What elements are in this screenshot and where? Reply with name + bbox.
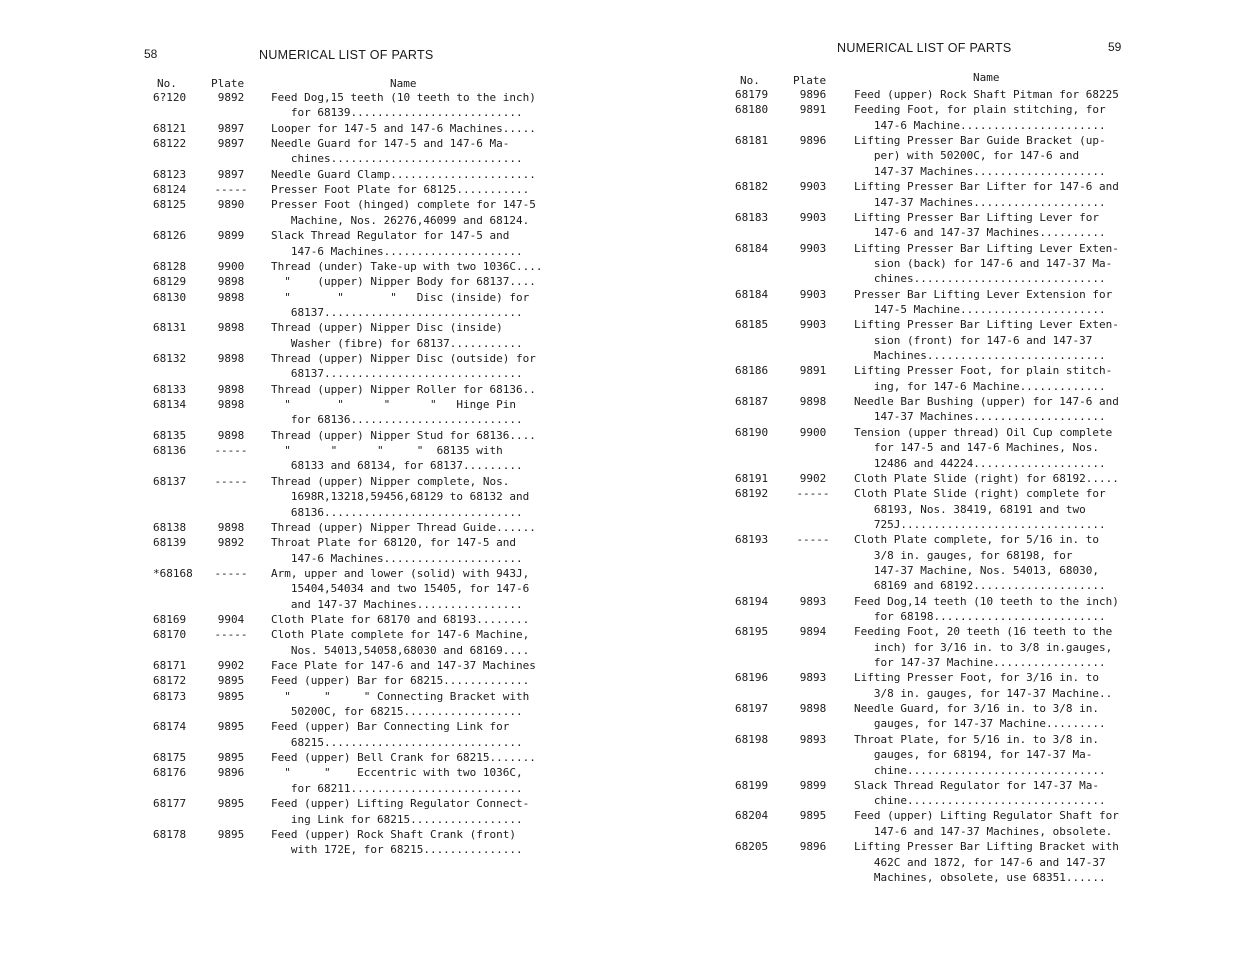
part-name-line: 147-6 Machines.....................: [271, 244, 523, 258]
part-name-line: Tension (upper thread) Oil Cup complete: [854, 425, 1113, 439]
part-name-line: Needle Guard for 147-5 and 147-6 Ma-: [271, 137, 510, 151]
part-name: [271, 535, 523, 566]
part-name: [854, 363, 1112, 394]
part-name: [271, 167, 536, 182]
part-name-line: 147-5 Machine......................: [854, 302, 1106, 316]
part-name-line: sion (back) for 147-6 and 147-37 Ma-: [854, 256, 1113, 270]
plate-number: 9895: [217, 720, 245, 734]
part-name-line: Cloth Plate for 68170 and 68193........: [271, 612, 530, 626]
plate-number: 9894: [799, 625, 827, 639]
part-number: 68197: [735, 702, 769, 715]
part-name-line: gauges, for 147-37 Machine.........: [854, 717, 1106, 731]
part-number: 68185: [735, 318, 769, 332]
plate-number: 9898: [217, 351, 245, 365]
plate-number: 9898: [217, 321, 245, 335]
part-name-line: 68215..............................: [271, 735, 523, 749]
plate-number: 9895: [217, 689, 245, 703]
part-number: 68123: [153, 167, 187, 181]
part-number: 68137: [153, 474, 187, 488]
part-name: [854, 624, 1112, 670]
part-name: [271, 136, 523, 167]
part-name-line: Feeding Foot, 20 teeth (16 teeth to the: [854, 625, 1113, 639]
plate-number: 9898: [217, 398, 245, 411]
part-name-line: Feed Dog,15 teeth (10 teeth to the inch): [271, 91, 536, 104]
part-name-line: 68137..............................: [271, 367, 523, 381]
part-number: 68125: [153, 198, 187, 212]
part-number: 68198: [735, 732, 769, 746]
part-name-line: Feed (upper) Bar Connecting Link for: [271, 720, 510, 734]
part-name-line: Feed (upper) Lifting Regulator Connect-: [271, 797, 530, 811]
part-number: 68173: [153, 689, 187, 703]
part-number: 68136: [153, 444, 187, 458]
part-number: 68191: [735, 471, 769, 485]
part-number: 68126: [153, 229, 187, 243]
part-name-line: chine..............................: [854, 794, 1106, 808]
part-name-line: Lifting Presser Bar Lifting Lever Exten-: [854, 241, 1119, 255]
part-name-line: Cloth Plate complete for 147-6 Machine,: [271, 628, 530, 642]
part-number: 68139: [153, 536, 187, 550]
plate-number: 9903: [799, 241, 827, 255]
part-name-line: 147-37 Machine, Nos. 54013, 68030,: [854, 563, 1100, 577]
part-number: 68132: [153, 351, 187, 365]
part-name-line: Presser Foot (hinged) complete for 147-5: [271, 198, 536, 212]
part-name-line: 147-6 Machines.....................: [271, 551, 523, 565]
part-number: 68181: [735, 134, 769, 148]
part-number: 68135: [153, 428, 187, 442]
part-name: [854, 701, 1106, 732]
plate-number: 9900: [217, 259, 245, 273]
part-number: 68187: [735, 395, 769, 408]
part-name: [271, 566, 529, 612]
part-name: [854, 394, 1119, 425]
part-name-line: Thread (upper) Nipper Thread Guide......: [271, 520, 536, 534]
part-name: [271, 796, 529, 827]
part-number: 68174: [153, 720, 187, 734]
part-number: 68133: [153, 382, 187, 396]
part-name: [271, 443, 523, 474]
part-number: 68182: [735, 180, 769, 194]
part-name-line: with 172E, for 68215...............: [271, 843, 523, 857]
part-name-line: 12486 and 44224....................: [854, 456, 1106, 470]
part-name-line: Face Plate for 147-6 and 147-37 Machines: [271, 658, 536, 672]
part-name: [271, 673, 529, 688]
part-number: 68169: [153, 612, 187, 626]
page-number: 59: [1108, 40, 1122, 54]
part-number: 68129: [153, 275, 187, 289]
part-number: 68177: [153, 797, 187, 811]
part-name-line: 725J...............................: [854, 517, 1106, 531]
part-name-line: Thread (upper) Nipper complete, Nos.: [271, 474, 510, 488]
part-name-line: Feed Dog,14 teeth (10 teeth to the inch): [854, 594, 1119, 608]
part-number: 68130: [153, 290, 187, 304]
part-name: [271, 750, 536, 765]
page-number: 58: [144, 47, 158, 61]
part-name-line: Slack Thread Regulator for 147-37 Ma-: [854, 778, 1100, 792]
part-name: [271, 290, 529, 321]
column-header-no: No.: [157, 77, 177, 90]
part-name: [271, 658, 536, 673]
plate-number: 9896: [799, 134, 827, 148]
part-name-line: " (upper) Nipper Body for 68137....: [271, 275, 536, 289]
part-name-line: and 147-37 Machines................: [271, 597, 523, 611]
part-name-line: Thread (upper) Nipper Stud for 68136....: [271, 428, 536, 442]
part-name: [271, 689, 529, 720]
part-name: [271, 612, 529, 627]
plate-number: 9897: [217, 137, 245, 151]
part-number: 6?120: [153, 91, 187, 104]
part-name-line: Cloth Plate Slide (right) for 68192.....: [854, 471, 1119, 485]
plate-number: 9904: [217, 612, 245, 626]
part-name: [854, 732, 1106, 778]
part-name-line: Needle Bar Bushing (upper) for 147-6 and: [854, 395, 1119, 408]
part-name: [854, 594, 1119, 625]
part-name-line: chine..............................: [854, 763, 1106, 777]
part-name-line: for 147-37 Machine.................: [854, 656, 1106, 670]
part-name-line: Lifting Presser Bar Guide Bracket (up-: [854, 134, 1106, 148]
part-name-line: 68136..............................: [271, 505, 523, 519]
part-name: [271, 121, 536, 136]
plate-number: 9898: [217, 290, 245, 304]
part-name: [854, 317, 1119, 363]
plate-number: 9903: [799, 287, 827, 301]
plate-number: 9899: [799, 778, 827, 792]
part-name-line: Needle Guard Clamp......................: [271, 167, 536, 181]
part-name-line: 462C and 1872, for 147-6 and 147-37: [854, 855, 1106, 869]
part-name-line: Needle Guard, for 3/16 in. to 3/8 in.: [854, 702, 1100, 715]
part-name-line: Lifting Presser Foot, for plain stitch-: [854, 364, 1113, 378]
part-name-line: for 147-5 and 147-6 Machines, Nos.: [854, 441, 1100, 455]
plate-number: -----: [796, 487, 830, 501]
part-name-line: 1698R,13218,59456,68129 to 68132 and: [271, 490, 530, 504]
part-name-line: 147-37 Machines....................: [854, 164, 1106, 178]
part-name: [271, 320, 523, 351]
plate-number: -----: [214, 444, 248, 458]
part-number: 68178: [153, 827, 187, 841]
part-number: 68183: [735, 210, 769, 224]
part-name-line: " " " Connecting Bracket with: [271, 689, 530, 703]
page-title: NUMERICAL LIST OF PARTS: [837, 41, 1012, 55]
part-name-line: Feeding Foot, for plain stitching, for: [854, 103, 1106, 117]
part-name: [271, 627, 529, 658]
part-name: [271, 382, 536, 397]
part-name-line: Feed (upper) Lifting Regulator Shaft for: [854, 809, 1119, 823]
column-header-no: No.: [740, 74, 760, 87]
part-name: [271, 228, 523, 259]
part-name-line: 3/8 in. gauges, for 68198, for: [854, 548, 1073, 562]
part-name-line: " " " Disc (inside) for: [271, 290, 530, 304]
part-name-line: ing Link for 68215.................: [271, 812, 523, 826]
part-name: [271, 719, 523, 750]
part-name-line: 147-6 and 147-37 Machines, obsolete.: [854, 824, 1113, 838]
part-name-line: 68137..............................: [271, 305, 523, 319]
part-name-line: 147-6 and 147-37 Machines..........: [854, 226, 1106, 240]
part-number: 68170: [153, 628, 187, 642]
column-header-plate: Plate: [793, 74, 827, 87]
part-name-line: 147-37 Machines....................: [854, 410, 1106, 424]
part-name-line: 68133 and 68134, for 68137.........: [271, 459, 523, 473]
part-name: [854, 241, 1119, 287]
part-name-line: Machines...........................: [854, 349, 1106, 363]
part-name: [854, 532, 1106, 594]
part-name: [854, 486, 1106, 532]
part-name-line: Thread (upper) Nipper Disc (inside): [271, 321, 503, 335]
plate-number: 9898: [217, 520, 245, 534]
plate-number: 9896: [217, 766, 245, 780]
part-name-line: Washer (fibre) for 68137...........: [271, 336, 523, 350]
part-name: [854, 839, 1119, 885]
part-name: [854, 87, 1119, 102]
plate-number: 9896: [799, 840, 827, 854]
plate-number: 9902: [217, 658, 245, 672]
part-name-line: Thread (upper) Nipper Roller for 68136..: [271, 382, 536, 396]
plate-number: -----: [214, 474, 248, 488]
part-name-line: Cloth Plate Slide (right) complete for: [854, 487, 1106, 501]
part-name: [854, 102, 1106, 133]
part-name-line: Throat Plate, for 5/16 in. to 3/8 in.: [854, 732, 1100, 746]
part-name-line: 3/8 in. gauges, for 147-37 Machine..: [854, 686, 1113, 700]
part-number: 68131: [153, 321, 187, 335]
column-header-plate: Plate: [211, 77, 245, 90]
plate-number: 9892: [217, 91, 245, 104]
plate-number: 9895: [217, 674, 245, 688]
plate-number: 9890: [217, 198, 245, 212]
right-page: [619, 0, 1238, 954]
part-name: [854, 179, 1119, 210]
part-name-line: 15404,54034 and two 15405, for 147-6: [271, 582, 530, 596]
part-name-line: for 68211..........................: [271, 781, 523, 795]
part-name: [854, 210, 1106, 241]
plate-number: 9903: [799, 180, 827, 194]
part-number: 68195: [735, 625, 769, 639]
part-name: [271, 182, 529, 197]
part-name-line: sion (front) for 147-6 and 147-37: [854, 333, 1093, 347]
part-number: 68204: [735, 809, 769, 823]
part-name-line: Machine, Nos. 26276,46099 and 68124.: [271, 213, 530, 227]
part-name-line: Thread (upper) Nipper Disc (outside) for: [271, 351, 536, 365]
part-name-line: Feed (upper) Bar for 68215.............: [271, 674, 530, 688]
part-name: [271, 520, 536, 535]
part-number: 68179: [735, 88, 769, 101]
part-name-line: Slack Thread Regulator for 147-5 and: [271, 229, 510, 243]
plate-number: -----: [214, 183, 248, 197]
part-name-line: " " " " 68135 with: [271, 444, 503, 458]
part-name-line: Thread (under) Take-up with two 1036C....: [271, 259, 543, 273]
part-name-line: Arm, upper and lower (solid) with 943J,: [271, 566, 530, 580]
part-name-line: chines.............................: [854, 272, 1106, 286]
part-name-line: " " " " Hinge Pin: [271, 398, 517, 411]
part-name: [271, 259, 543, 274]
plate-number: -----: [796, 533, 830, 547]
plate-number: 9899: [217, 229, 245, 243]
part-number: 68172: [153, 674, 187, 688]
plate-number: 9902: [799, 471, 827, 485]
part-number: 68128: [153, 259, 187, 273]
part-name-line: Lifting Presser Bar Lifter for 147-6 and: [854, 180, 1119, 194]
column-header-name: Name: [973, 71, 1000, 84]
part-name-line: inch) for 3/16 in. to 3/8 in.gauges,: [854, 640, 1113, 654]
part-number: *68168: [153, 566, 193, 580]
column-header-name: Name: [390, 77, 417, 90]
part-name-line: for 68198..........................: [854, 609, 1106, 623]
plate-number: 9893: [799, 594, 827, 608]
part-name: [854, 778, 1106, 809]
part-name-line: Lifting Presser Bar Lifting Lever Exten-: [854, 318, 1119, 332]
plate-number: 9898: [217, 428, 245, 442]
part-name: [271, 90, 536, 121]
part-number: 68122: [153, 137, 187, 151]
plate-number: 9903: [799, 318, 827, 332]
part-name-line: Presser Bar Lifting Lever Extension for: [854, 287, 1113, 301]
part-number: 68194: [735, 594, 769, 608]
plate-number: 9895: [217, 827, 245, 841]
part-name-line: Lifting Presser Foot, for 3/16 in. to: [854, 671, 1100, 685]
plate-number: 9898: [799, 702, 827, 715]
plate-number: 9898: [217, 382, 245, 396]
part-name-line: 50200C, for 68215..................: [271, 705, 523, 719]
part-name: [271, 351, 536, 382]
plate-number: 9895: [799, 809, 827, 823]
part-name-line: 68193, Nos. 38419, 68191 and two: [854, 502, 1086, 516]
part-number: 68121: [153, 121, 187, 135]
part-name: [271, 274, 536, 289]
part-name-line: per) with 50200C, for 147-6 and: [854, 149, 1080, 163]
part-name-line: 147-6 Machine......................: [854, 118, 1106, 132]
part-name-line: Nos. 54013,54058,68030 and 68169....: [271, 643, 530, 657]
part-name-line: 147-37 Machines....................: [854, 195, 1106, 209]
plate-number: 9891: [799, 364, 827, 378]
part-number: 68184: [735, 287, 769, 301]
plate-number: -----: [214, 628, 248, 642]
part-name-line: " " Eccentric with two 1036C,: [271, 766, 523, 780]
part-number: 68134: [153, 398, 187, 411]
part-name: [271, 474, 529, 520]
part-name-line: Looper for 147-5 and 147-6 Machines.....: [271, 121, 536, 135]
plate-number: -----: [214, 566, 248, 580]
plate-number: 9897: [217, 121, 245, 135]
part-name: [854, 808, 1119, 839]
part-name-line: 68169 and 68192....................: [854, 579, 1106, 593]
part-name: [271, 397, 523, 428]
part-number: 68138: [153, 520, 187, 534]
part-name: [271, 765, 523, 796]
part-name-line: gauges, for 68194, for 147-37 Ma-: [854, 748, 1093, 762]
part-number: 68193: [735, 533, 769, 547]
part-number: 68192: [735, 487, 769, 501]
part-name-line: Cloth Plate complete, for 5/16 in. to: [854, 533, 1100, 547]
part-number: 68180: [735, 103, 769, 117]
part-name: [271, 428, 536, 443]
plate-number: 9895: [217, 751, 245, 765]
part-name-line: Feed (upper) Bell Crank for 68215.......: [271, 751, 536, 765]
part-name: [271, 827, 523, 858]
part-name-line: ing, for 147-6 Machine.............: [854, 379, 1106, 393]
plate-number: 9898: [217, 275, 245, 289]
part-name-line: Machines, obsolete, use 68351......: [854, 870, 1106, 884]
plate-number: 9903: [799, 210, 827, 224]
part-name-line: chines.............................: [271, 152, 523, 166]
part-name-line: Throat Plate for 68120, for 147-5 and: [271, 536, 517, 550]
part-number: 68205: [735, 840, 769, 854]
part-name: [271, 197, 536, 228]
part-number: 68176: [153, 766, 187, 780]
part-number: 68190: [735, 425, 769, 439]
part-name-line: Lifting Presser Bar Lifting Lever for: [854, 210, 1100, 224]
part-number: 68196: [735, 671, 769, 685]
part-number: 68124: [153, 183, 187, 197]
plate-number: 9900: [799, 425, 827, 439]
part-name-line: Feed (upper) Rock Shaft Pitman for 68225: [854, 88, 1119, 101]
part-name: [854, 133, 1106, 179]
plate-number: 9891: [799, 103, 827, 117]
part-number: 68199: [735, 778, 769, 792]
plate-number: 9898: [799, 395, 827, 408]
part-number: 68184: [735, 241, 769, 255]
part-name: [854, 670, 1112, 701]
part-name: [854, 471, 1119, 486]
part-name-line: Presser Foot Plate for 68125...........: [271, 183, 530, 197]
plate-number: 9893: [799, 732, 827, 746]
part-name-line: Feed (upper) Rock Shaft Crank (front): [271, 827, 517, 841]
plate-number: 9895: [217, 797, 245, 811]
part-name: [854, 287, 1112, 318]
part-name-line: for 68136..........................: [271, 413, 523, 427]
part-number: 68175: [153, 751, 187, 765]
plate-number: 9896: [799, 88, 827, 101]
part-number: 68171: [153, 658, 187, 672]
part-name-line: for 68139..........................: [271, 106, 523, 120]
part-number: 68186: [735, 364, 769, 378]
part-name-line: Lifting Presser Bar Lifting Bracket with: [854, 840, 1119, 854]
part-name: [854, 425, 1112, 471]
plate-number: 9892: [217, 536, 245, 550]
plate-number: 9893: [799, 671, 827, 685]
plate-number: 9897: [217, 167, 245, 181]
page-title: NUMERICAL LIST OF PARTS: [259, 48, 434, 62]
